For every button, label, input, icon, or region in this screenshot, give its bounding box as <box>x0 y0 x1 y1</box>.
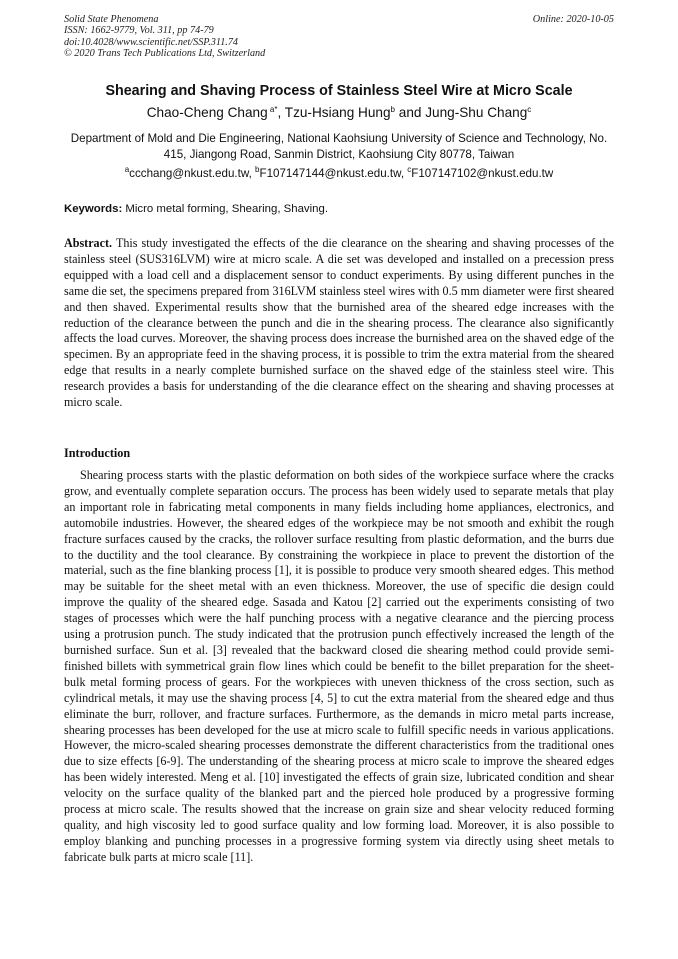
email-link[interactable]: F107147102@nkust.edu.tw <box>411 167 554 180</box>
author-name: Tzu-Hsiang Hung <box>284 105 391 120</box>
author-name: Chao-Cheng Chang <box>146 105 268 120</box>
author-name: Jung-Shu Chang <box>425 105 528 120</box>
introduction-text: Shearing process starts with the plastic deformation on both sides of the workpiece surface where the cracks grow, and eventually complete separation occurs. The process has been widely used to separate metals that play an important role in fabricating metal components in many fields including home appliances, electronics, and automobile industries. However, the sheared edges of the workpiece may be not smooth and exhibit the rough fracture surfaces caused by the cracks, the rollover surface resulting from plastic deformation, and the burrs due to the ductility and the tool clearance. By constraining the workpiece in place to prevent the distortion of the material, such as the fine blanking process [1], it is possible to produce very smooth sheared edges. This method may be suitable for the sheet metal with an even thickness. Moreover, the use of specific die design could improve the quality of the sheared edge. Sasada and Katou [2] carried out the experiments consisting of two stages of processes which were the half punching process with a negative clearance and the piercing process using a protrusion punch. The study indicated that the protrusion punch effectively increased the length of the burnished surface. Sun et al. [3] revealed that the backward closed die shearing method could provide semi-finished billets with symmetrical grain flow lines which could be benefit to the billet preparation for the sheet-bulk metal forming process of gears. For the workpieces with uneven thickness of the cross section, such as cylindrical metals, it may use the shaving process [4, 5] to cut the extra material from the sheared edge and thus eliminate the burr, rollover, and fracture surfaces. Furthermore, as the demands in micro metal parts increase, shearing processes has been developed for the use at micro scale to fulfill specific needs in various applications. However, the micro-scaled shearing processes demonstrate the different characteristics from the traditional ones due to size effects [6-9]. The understanding of the shearing process at micro scale to improve the sheared edges has been widely interested. Meng et al. [10] investigated the effects of grain size, lubricated condition and shear velocity on the surface quality of the blanked part and the pierced hole produced by a progressive forming process at micro scale. The results showed that the increase on grain size and shear velocity reduced forming quality, and high viscosity led to good surface quality and low forming load. Moreover, it is also possible to employ blanking and punching processes in a progressive forming system via directly using sheet metals to fabricate bulk parts at micro scale [11]. <box>64 468 614 864</box>
journal-name: Solid State Phenomena <box>64 14 159 25</box>
abstract-label: Abstract. <box>64 236 113 250</box>
author-list <box>40 104 638 122</box>
keywords <box>64 202 614 217</box>
author-separator: , <box>277 105 285 120</box>
author-separator: and <box>395 105 426 120</box>
author-sup: a* <box>269 105 278 114</box>
email-sup: a <box>124 165 130 174</box>
abstract-text: This study investigated the effects of the die clearance on the shearing and shaving processes of the stainless steel (SUS316LVM) wire at micro scale. A die set was developed and installed on a precession press equipped with a load cell and a displacement sensor to conduct experiments. By using different punches in the same die set, the specimens prepared from 316LVM stainless steel wires with 0.5 mm diameter were first sheared and then shaved. Experimental results show that the burnished area of the sheared edge increases with the reduction of the clearance between the punch and die in the shearing process. The clearance also significantly affects the load curves. Moreover, the shaving process does increase the burnished area on the shaved edge of the specimen. By an appropriate feed in the shaving process, it is possible to trim the extra material from the sheared edge that results in a nearly complete burnished surface on the shaved edge of the stainless steel wire. This research provides a basis for understanding of the die clearance effect on the shearing and shaving processes at micro scale. <box>64 236 614 410</box>
journal-copyright: © 2020 Trans Tech Publications Ltd, Switzerland <box>64 48 266 60</box>
email-separator: , <box>400 167 408 180</box>
email-list <box>40 166 638 182</box>
email-separator: , <box>248 167 256 180</box>
affiliation: Department of Mold and Die Engineering, National Kaohsiung University of Science and Technology, No. 415, Jiangong Road, Sanmin District, Kaohsiung City 80778, Taiwan <box>70 132 608 161</box>
journal-header <box>64 14 265 60</box>
journal-doi: doi:10.4028/www.scientific.net/SSP.311.74 <box>64 36 239 48</box>
author-sup: c <box>527 105 532 114</box>
introduction-heading: Introduction <box>64 446 131 460</box>
keywords-label: Keywords: <box>64 203 123 215</box>
email-sup: c <box>407 165 412 174</box>
email-sup: b <box>255 165 260 174</box>
online-date: Online: 2020-10-05 <box>532 14 614 25</box>
journal-issn: ISSN: 1662-9779, Vol. 311, pp 74-79 <box>64 25 214 37</box>
email-link[interactable]: F107147144@nkust.edu.tw <box>259 167 401 180</box>
paper-title: Shearing and Shaving Process of Stainless Steel Wire at Micro Scale <box>105 83 573 99</box>
email-link[interactable]: ccchang@nkust.edu.tw <box>129 167 249 180</box>
keywords-text: Micro metal forming, Shearing, Shaving. <box>125 203 328 215</box>
abstract <box>64 236 614 411</box>
author-sup: b <box>390 105 395 114</box>
